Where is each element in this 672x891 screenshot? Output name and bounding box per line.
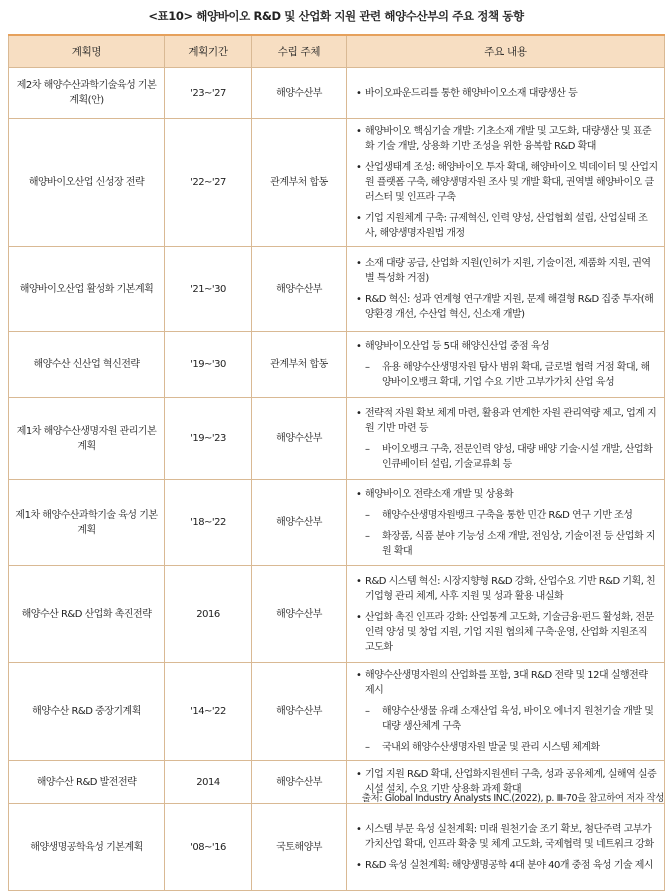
bullet-item: • R&D 육성 실천계획: 해양생명공학 4대 분야 40개 중점 육성 기술 제시 <box>356 858 658 873</box>
table-row <box>9 119 665 247</box>
header-main-content: 주요 내용 <box>347 35 665 68</box>
plan-period-cell: '22~'27 <box>165 119 252 247</box>
table-row <box>9 480 665 566</box>
sub-bullet-item: – 해양수산생물 유래 소재산업 육성, 바이오 에너지 원천기술 개발 및 대량 생산체계 구축 <box>356 704 658 734</box>
source-note: 출처: Global Industry Analysts INC.(2022), p. Ⅲ-70을 참고하여 저자 작성 <box>361 793 664 804</box>
table-row <box>9 68 665 119</box>
main-content-cell <box>347 480 665 566</box>
sub-bullet-item: – 국내외 해양수산생명자원 발굴 및 관리 시스템 체계화 <box>356 740 658 755</box>
table-row <box>9 566 665 663</box>
main-content-cell <box>347 68 665 119</box>
main-content-cell <box>347 119 665 247</box>
bullet-item: • 해양바이오 핵심기술 개발: 기초소재 개발 및 고도화, 대량생산 및 표준화 기술 개발, 상용화 기반 조성을 위한 융복합 R&D 확대 <box>356 124 658 154</box>
main-content-cell <box>347 398 665 480</box>
sub-bullet-item: – 바이오뱅크 구축, 전문인력 양성, 대량 배양 기술·시설 개발, 산업화 인큐베이터 설립, 기술교류회 등 <box>356 442 658 472</box>
header-plan-period: 계획기간 <box>165 35 252 68</box>
plan-period-cell: '21~'30 <box>165 247 252 332</box>
bullet-item: • 전략적 자원 확보 체계 마련, 활용과 연계한 자원 관리역량 제고, 업계 지원 기반 마련 등 <box>356 406 658 436</box>
plan-name-cell: 해양수산 R&D 중장기계획 <box>9 663 165 761</box>
bullet-item: • 해양바이오 전략소재 개발 및 상용화 <box>356 487 658 502</box>
table-row <box>9 332 665 398</box>
sub-bullet-item: – 해양수산생명자원뱅크 구축을 통한 민간 R&D 연구 기반 조성 <box>356 508 658 523</box>
bullet-item: • 해양수산생명자원의 산업화를 포함, 3대 R&D 전략 및 12대 실행전략 제시 <box>356 668 658 698</box>
plan-name-cell: 제1차 해양수산생명자원 관리기본계획 <box>9 398 165 480</box>
main-content-cell <box>347 804 665 891</box>
main-content-cell <box>347 566 665 663</box>
plan-name-cell: 해양바이오산업 활성화 기본계획 <box>9 247 165 332</box>
plan-name-cell: 해양수산 R&D 산업화 촉진전략 <box>9 566 165 663</box>
bullet-item: • 산업화 촉진 인프라 강화: 산업통계 고도화, 기술금융·펀드 활성화, 전문인력 양성 및 창업 지원, 기업 지원 협의체 구축·운영, 산업화 지원조직 고도화 <box>356 610 658 655</box>
plan-period-cell: '19~'23 <box>165 398 252 480</box>
bullet-item: • 산업생태계 조성: 해양바이오 투자 확대, 해양바이오 빅데이터 및 산업지원 플랫폼 구축, 해양생명자원 조사 및 개발 확대, 권역별 해양바이오 클러스터 및 인프라 구축 <box>356 160 658 205</box>
bullet-item: • R&D 시스템 혁신: 시장지향형 R&D 강화, 산업수요 기반 R&D 기획, 친 기업형 관리 체계, 사후 지원 및 성과 활용 내실화 <box>356 574 658 604</box>
sub-bullet-item: – 화장품, 식품 분야 기능성 소재 개발, 전임상, 기술이전 등 산업화 지원 확대 <box>356 529 658 559</box>
established-by-cell: 해양수산부 <box>252 247 347 332</box>
established-by-cell: 해양수산부 <box>252 480 347 566</box>
bullet-item: • 소재 대량 공급, 산업화 지원(인허가 지원, 기술이전, 제품화 지원, 권역별 특성화 거점) <box>356 256 658 286</box>
bullet-item: • 기업 지원 R&D 확대, 산업화지원센터 구축, 성과 공유체계, 실해역 실증시설 설치, 수요 기반 상용화 과제 확대 <box>356 767 658 797</box>
plan-name-cell: 제1차 해양수산과학기술 육성 기본계획 <box>9 480 165 566</box>
bullet-item: • 바이오파운드리를 통한 해양바이오소재 대량생산 등 <box>356 86 658 101</box>
bullet-item: • 해양바이오산업 등 5대 해양신산업 중점 육성 <box>356 339 658 354</box>
header-plan-name: 계획명 <box>9 35 165 68</box>
plan-period-cell: '14~'22 <box>165 663 252 761</box>
plan-period-cell: '18~'22 <box>165 480 252 566</box>
main-content-cell <box>347 663 665 761</box>
plan-name-cell: 제2차 해양수산과학기술육성 기본계획(안) <box>9 68 165 119</box>
main-content-cell <box>347 247 665 332</box>
bullet-item: • 기업 지원체계 구축: 규제혁신, 인력 양성, 산업협회 설립, 산업실태 조사, 해양생명자원법 개정 <box>356 211 658 241</box>
table-row <box>9 247 665 332</box>
header-established-by: 수립 주체 <box>252 35 347 68</box>
plan-name-cell: 해양수산 R&D 발전전략 <box>9 761 165 804</box>
bullet-item: • R&D 혁신: 성과 연계형 연구개발 지원, 문제 해결형 R&D 집중 투자(해양환경 개선, 수산업 혁신, 신소재 개발) <box>356 292 658 322</box>
sub-bullet-item: – 유용 해양수산생명자원 탐사 범위 확대, 글로벌 협력 거점 확대, 해양바이오뱅크 확대, 기업 수요 기반 고부가가치 산업 육성 <box>356 360 658 390</box>
table-title: <표10> 해양바이오 R&D 및 산업화 지원 관련 해양수산부의 주요 정책 동향 <box>148 9 524 23</box>
plan-name-cell: 해양수산 신산업 혁신전략 <box>9 332 165 398</box>
established-by-cell: 해양수산부 <box>252 761 347 804</box>
established-by-cell: 해양수산부 <box>252 68 347 119</box>
established-by-cell: 해양수산부 <box>252 663 347 761</box>
established-by-cell: 관계부처 합동 <box>252 332 347 398</box>
established-by-cell: 해양수산부 <box>252 566 347 663</box>
bullet-item: • 시스템 부문 육성 실천계획: 미래 원천기술 조기 확보, 첨단주력 고부가가치산업 확대, 인프라 확충 및 체계 고도화, 국제협력 및 네트워크 강화 <box>356 822 658 852</box>
policy-table <box>8 34 665 891</box>
header-row <box>9 35 665 68</box>
main-content-cell <box>347 332 665 398</box>
table-row <box>9 804 665 891</box>
plan-period-cell: '23~'27 <box>165 68 252 119</box>
established-by-cell: 국토해양부 <box>252 804 347 891</box>
table-row <box>9 398 665 480</box>
table-body <box>9 68 665 891</box>
established-by-cell: 해양수산부 <box>252 398 347 480</box>
plan-name-cell: 해양바이오산업 신성장 전략 <box>9 119 165 247</box>
table-row <box>9 663 665 761</box>
plan-period-cell: 2016 <box>165 566 252 663</box>
plan-period-cell: '19~'30 <box>165 332 252 398</box>
plan-period-cell: 2014 <box>165 761 252 804</box>
established-by-cell: 관계부처 합동 <box>252 119 347 247</box>
plan-name-cell: 해양생명공학육성 기본계획 <box>9 804 165 891</box>
plan-period-cell: '08~'16 <box>165 804 252 891</box>
